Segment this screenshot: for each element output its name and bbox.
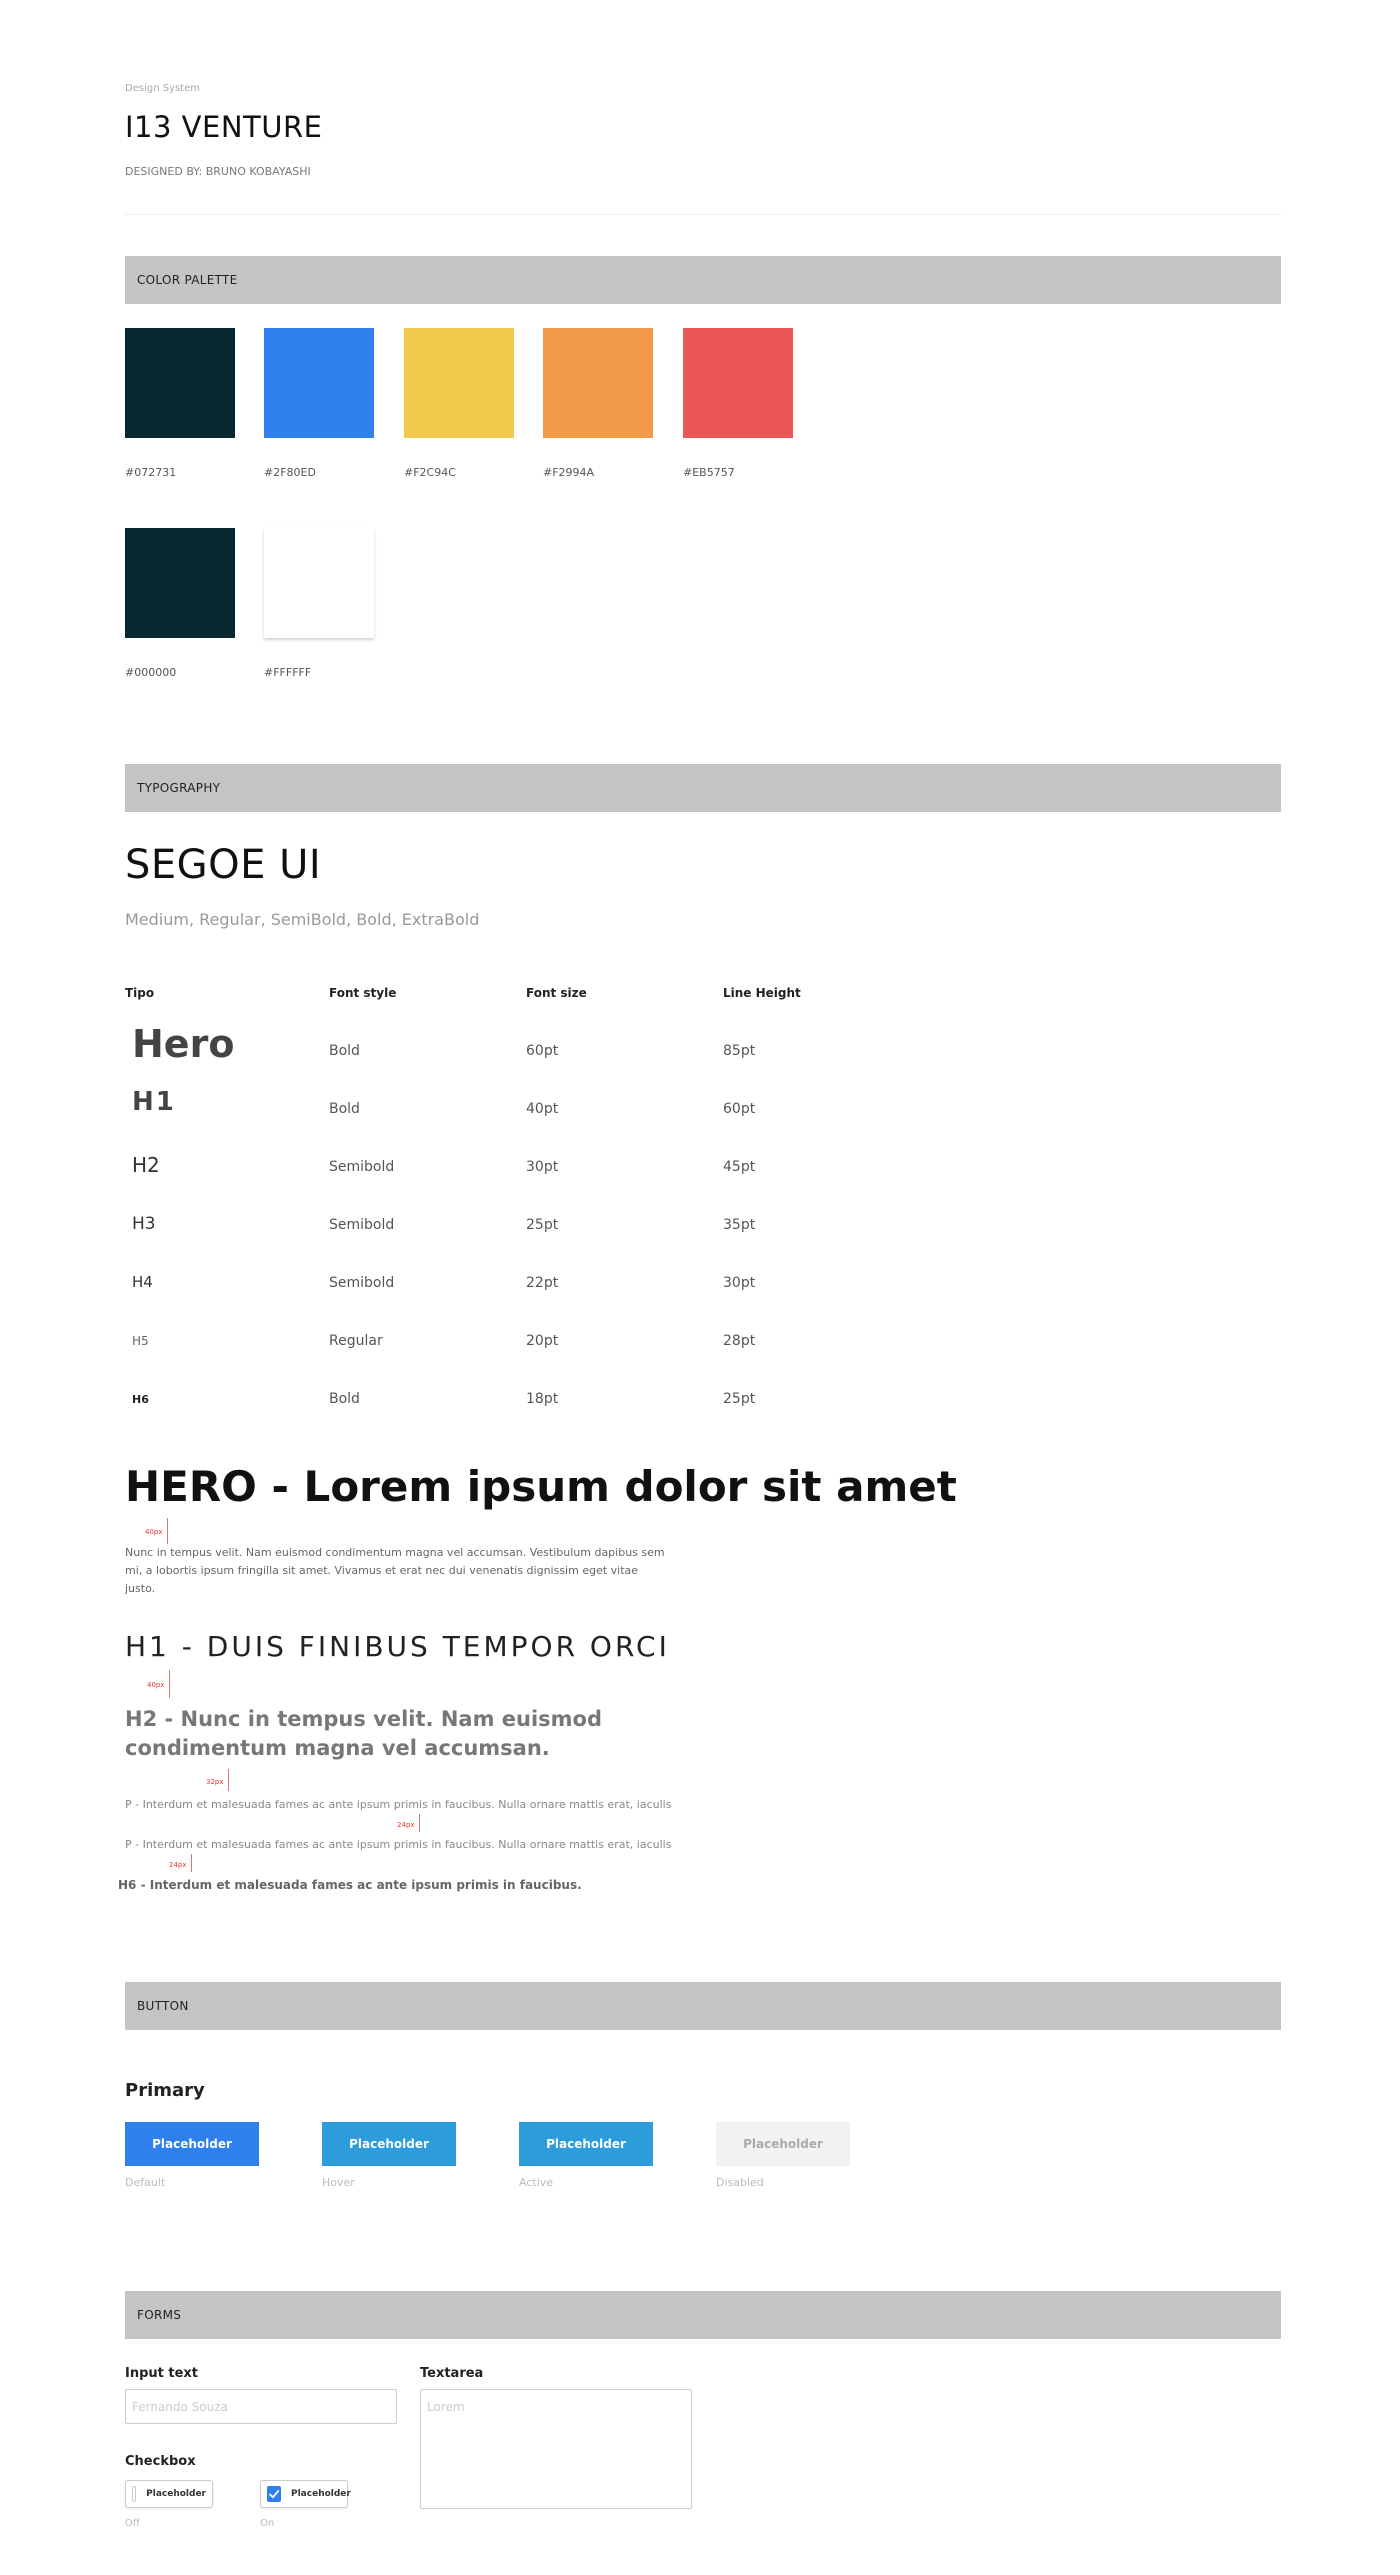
type-sample-hero: Hero [132, 1022, 235, 1066]
table-cell: 60pt [526, 1043, 559, 1059]
font-weights: Medium, Regular, SemiBold, Bold, ExtraBold [125, 910, 480, 929]
button-state-label: Active [519, 2176, 554, 2189]
page-title: I13 VENTURE [125, 110, 323, 144]
checkbox-text: Placeholder [146, 2489, 206, 2499]
table-cell: Regular [329, 1333, 383, 1349]
spacing-label: 32px [206, 1778, 224, 1786]
section-title: TYPOGRAPHY [137, 781, 221, 795]
button-state-label: Hover [322, 2176, 355, 2189]
table-cell: Bold [329, 1101, 360, 1117]
table-cell: Semibold [329, 1159, 395, 1175]
checkbox-text: Placeholder [291, 2489, 351, 2499]
section-title: COLOR PALETTE [137, 273, 238, 287]
header-divider [125, 214, 1281, 215]
spacing-label: 40px [145, 1528, 163, 1536]
table-header: Tipo [125, 986, 155, 1000]
color-hex-label: #F2994A [543, 466, 595, 479]
color-hex-label: #F2C94C [404, 466, 456, 479]
spacing-marker [419, 1814, 420, 1832]
primary-button-default[interactable]: Placeholder [125, 2122, 259, 2166]
section-bar-color-palette [125, 256, 1281, 304]
spacing-label: 40px [147, 1681, 165, 1689]
hero-specimen: HERO - Lorem ipsum dolor sit amet [125, 1462, 957, 1511]
textarea-label: Textarea [420, 2366, 484, 2381]
type-sample-h1: H1 [132, 1087, 176, 1117]
color-swatch [404, 328, 514, 438]
color-swatch [125, 528, 235, 638]
color-swatch [264, 328, 374, 438]
checkbox-off[interactable] [125, 2480, 213, 2508]
spacing-marker [228, 1769, 229, 1791]
color-hex-label: #EB5757 [683, 466, 735, 479]
checkbox-label: Checkbox [125, 2454, 196, 2469]
color-hex-label: #2F80ED [264, 466, 316, 479]
spacing-label: 24px [397, 1821, 415, 1829]
checkbox-box-checked [267, 2486, 281, 2502]
input-label: Input text [125, 2366, 199, 2381]
table-cell: Bold [329, 1391, 360, 1407]
table-cell: 18pt [526, 1391, 559, 1407]
spacing-marker [169, 1670, 170, 1698]
spacing-marker [167, 1518, 168, 1544]
table-cell: 25pt [723, 1391, 756, 1407]
section-title: FORMS [137, 2308, 182, 2322]
table-cell: 45pt [723, 1159, 756, 1175]
color-swatch [264, 528, 374, 638]
table-cell: Semibold [329, 1217, 395, 1233]
checkbox-box [132, 2486, 136, 2502]
table-header: Font style [329, 986, 397, 1000]
table-cell: 35pt [723, 1217, 756, 1233]
type-sample-h5: H5 [132, 1334, 149, 1348]
table-cell: 25pt [526, 1217, 559, 1233]
hero-paragraph: Nunc in tempus velit. Nam euismod condimentum magna vel accumsan. Vestibulum dapibus sem mi, a lobortis ipsum fringilla sit amet. Vivamus et erat nec dui venenatis dignissim eget vitae justo. [125, 1546, 665, 1595]
color-hex-label: #000000 [125, 666, 177, 679]
table-header: Font size [526, 986, 587, 1000]
table-cell: 28pt [723, 1333, 756, 1349]
spacing-label: 24px [169, 1861, 187, 1869]
color-swatch [125, 328, 235, 438]
button-state-label: Default [125, 2176, 166, 2189]
table-cell: 20pt [526, 1333, 559, 1349]
table-cell: 30pt [526, 1159, 559, 1175]
h1-specimen: H1 - DUIS FINIBUS TEMPOR ORCI [125, 1630, 670, 1663]
table-cell: 30pt [723, 1275, 756, 1291]
spacing-marker [191, 1854, 192, 1872]
section-title: BUTTON [137, 1999, 189, 2013]
paragraph-specimen: P - Interdum et malesuada fames ac ante ipsum primis in faucibus. Nulla ornare mattis erat, iaculis [125, 1798, 672, 1811]
type-sample-h4: H4 [132, 1273, 153, 1291]
text-input[interactable] [125, 2389, 397, 2424]
checkmark-icon [268, 2488, 280, 2500]
button-state-label: Disabled [716, 2176, 764, 2189]
color-swatch [543, 328, 653, 438]
type-sample-h6: H6 [132, 1393, 149, 1406]
font-family-name: SEGOE UI [125, 842, 322, 888]
checkbox-state-label: Off [125, 2518, 140, 2529]
section-bar-forms [125, 2291, 1281, 2339]
button-group-title: Primary [125, 2080, 205, 2101]
table-cell: Bold [329, 1043, 360, 1059]
color-hex-label: #FFFFFF [264, 666, 312, 679]
type-sample-h3: H3 [132, 1214, 156, 1234]
table-cell: 40pt [526, 1101, 559, 1117]
color-hex-label: #072731 [125, 466, 177, 479]
table-cell: 60pt [723, 1101, 756, 1117]
checkbox-on[interactable] [260, 2480, 351, 2508]
textarea-field[interactable] [420, 2389, 692, 2509]
primary-button-hover[interactable]: Placeholder [322, 2122, 456, 2166]
section-bar-button [125, 1982, 1281, 2030]
designer-credit: DESIGNED BY: BRUNO KOBAYASHI [125, 165, 311, 178]
type-sample-h2: H2 [132, 1153, 160, 1177]
table-cell: Semibold [329, 1275, 395, 1291]
h2-specimen: H2 - Nunc in tempus velit. Nam euismod condimentum magna vel accumsan. [125, 1707, 603, 1760]
table-header: Line Height [723, 986, 801, 1000]
primary-button-active[interactable]: Placeholder [519, 2122, 653, 2166]
color-swatch [683, 328, 793, 438]
table-cell: 85pt [723, 1043, 756, 1059]
header-eyebrow: Design System [125, 83, 200, 94]
checkbox-state-label: On [260, 2518, 275, 2529]
table-cell: 22pt [526, 1275, 559, 1291]
section-bar-typography [125, 764, 1281, 812]
h6-specimen: H6 - Interdum et malesuada fames ac ante ipsum primis in faucibus. [118, 1878, 582, 1892]
paragraph-specimen: P - Interdum et malesuada fames ac ante ipsum primis in faucibus. Nulla ornare mattis erat, iaculis [125, 1838, 672, 1851]
primary-button-disabled: Placeholder [716, 2122, 850, 2166]
